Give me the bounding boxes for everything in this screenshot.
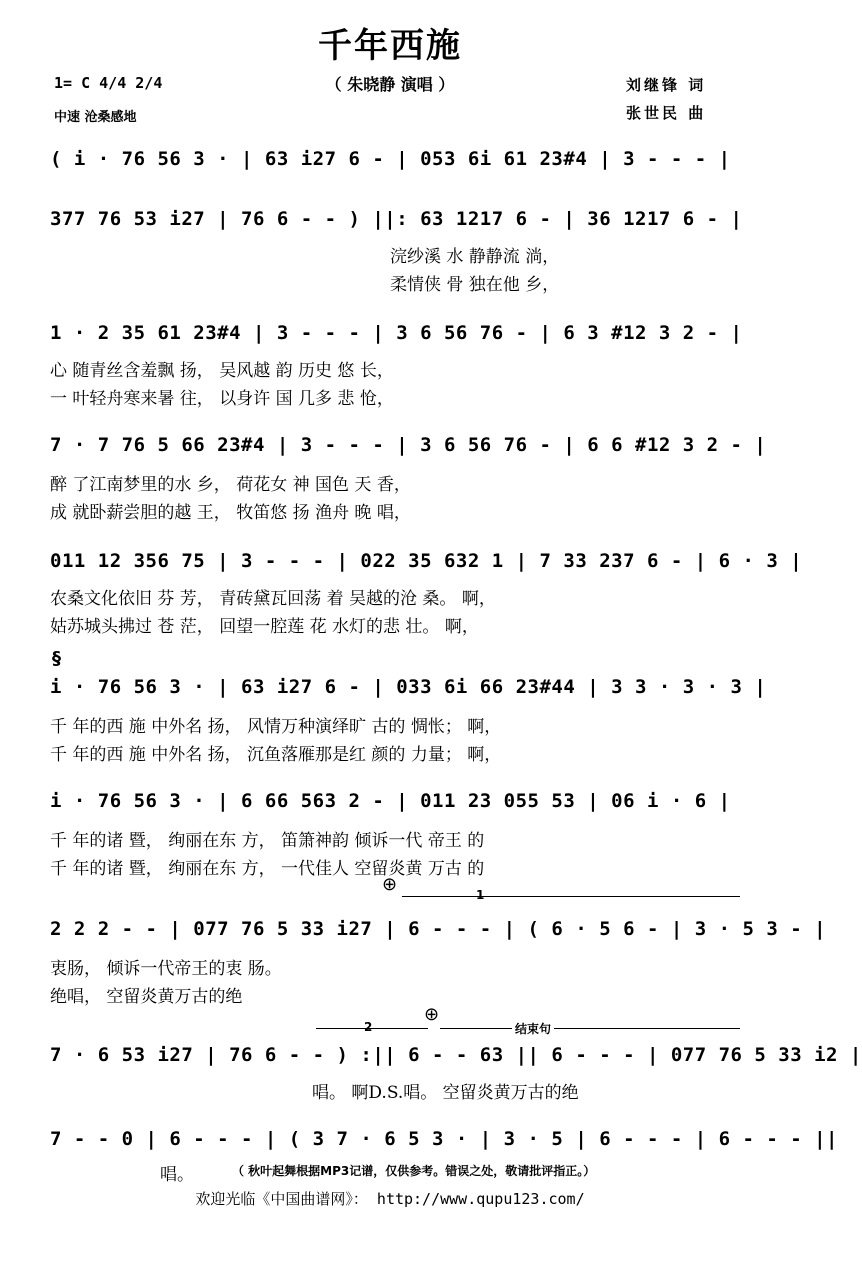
notation-row: 2 2 2 - - | 077 76 5 33 i27 | 6 - - - | ( 6 · 5 6 - | 3 · 5 3 - | — [50, 918, 827, 940]
notation-row: 7 · 7 76 5 66 23#4 | 3 - - - | 3 6 56 76 - | 6 6 #12 3 2 - | — [50, 434, 767, 456]
lyric-line: 一 叶轻舟寒来暑 往， 以身许 国 几多 悲 怆， — [50, 389, 394, 409]
notation-row: 1 · 2 35 61 23#4 | 3 - - - | 3 6 56 76 - | 6 3 #12 3 2 - | — [50, 322, 743, 344]
lyric-line: 千 年的西 施 中外名 扬， 风情万种演绎旷 古的 惆怅； 啊， — [50, 717, 502, 737]
lyric-line: 农桑文化依旧 芬 芳， 青砖黛瓦回荡 着 吴越的沧 桑。 啊， — [50, 589, 496, 609]
key-signature: 1= C 4/4 2/4 — [54, 74, 163, 92]
notation-row: 377 76 53 i27 | 76 6 - - ) ||: 63 1217 6 - | 36 1217 6 - | — [50, 208, 743, 230]
notation-row: i · 76 56 3 · | 6 66 563 2 - | 011 23 055 53 | 06 i · 6 | — [50, 790, 731, 812]
second-ending-label: 2 — [364, 1020, 373, 1034]
segno-symbol: § — [52, 648, 61, 669]
notation-row: ( i · 76 56 3 · | 63 i27 6 - | 053 6i 61 23#4 | 3 - - - | — [50, 148, 731, 170]
notation-row: 011 12 356 75 | 3 - - - | 022 35 632 1 | 7 33 237 6 - | 6 · 3 | — [50, 550, 803, 572]
notation-row: 7 · 6 53 i27 | 76 6 - - ) :|| 6 - - 63 || 6 - - - | 077 76 5 33 i2 | — [50, 1044, 862, 1066]
ending-sentence-bracket — [440, 1028, 740, 1029]
notation-row: 7 - - 0 | 6 - - - | ( 3 7 · 6 5 3 · | 3 · 5 | 6 - - - | 6 - - - || — [50, 1128, 838, 1150]
lyric-line: 衷肠， 倾诉一代帝王的衷 肠。 — [50, 959, 282, 979]
singer-credit: （ 朱晓静 演唱 ） — [325, 75, 455, 94]
lyric-line: 浣纱溪 水 静静流 淌， — [390, 247, 560, 267]
notation-row: i · 76 56 3 · | 63 i27 6 - | 033 6i 66 23#44 | 3 3 · 3 · 3 | — [50, 676, 767, 698]
first-ending-label: 1 — [476, 888, 485, 902]
site-footer: 欢迎光临《中国曲谱网》： http://www.qupu123.com/ — [195, 1190, 585, 1208]
lyric-line: 唱。 — [160, 1165, 194, 1185]
lyric-line: 心 随青丝含羞飘 扬， 吴风越 韵 历史 悠 长， — [50, 361, 394, 381]
lyricist-credit: 刘继锋 词 — [626, 76, 707, 94]
ending-sentence-label: 结束句 — [512, 1020, 554, 1037]
lyric-line: 唱。 啊D.S.唱。 空留炎黄万古的绝 — [312, 1083, 579, 1103]
tempo-marking: 中速 沧桑感地 — [54, 110, 137, 125]
transcription-note: （ 秋叶起舞根据MP3记谱，仅供参考。错误之处，敬请批评指正。） — [232, 1164, 596, 1178]
lyric-line: 醉 了江南梦里的水 乡， 荷花女 神 国色 天 香， — [50, 475, 411, 495]
coda-symbol: ⊕ — [424, 1004, 440, 1025]
lyric-line: 千 年的诸 暨， 绚丽在东 方， 一代佳人 空留炎黄 万古 的 — [50, 859, 485, 879]
song-title: 千年西施 — [318, 26, 462, 66]
lyric-line: 千 年的西 施 中外名 扬， 沉鱼落雁那是红 颜的 力量； 啊， — [50, 745, 502, 765]
lyric-line: 成 就卧薪尝胆的越 王， 牧笛悠 扬 渔舟 晚 唱， — [50, 503, 411, 523]
lyric-line: 绝唱， 空留炎黄万古的绝 — [50, 987, 243, 1007]
composer-credit: 张世民 曲 — [626, 104, 707, 122]
first-ending-bracket — [402, 896, 740, 897]
coda-symbol: ⊕ — [382, 874, 398, 895]
lyric-line: 千 年的诸 暨， 绚丽在东 方， 笛箫神韵 倾诉一代 帝王 的 — [50, 831, 485, 851]
lyric-line: 柔情侠 骨 独在他 乡， — [390, 275, 560, 295]
lyric-line: 姑苏城头拂过 苍 茫， 回望一腔莲 花 水灯的悲 壮。 啊， — [50, 617, 479, 637]
